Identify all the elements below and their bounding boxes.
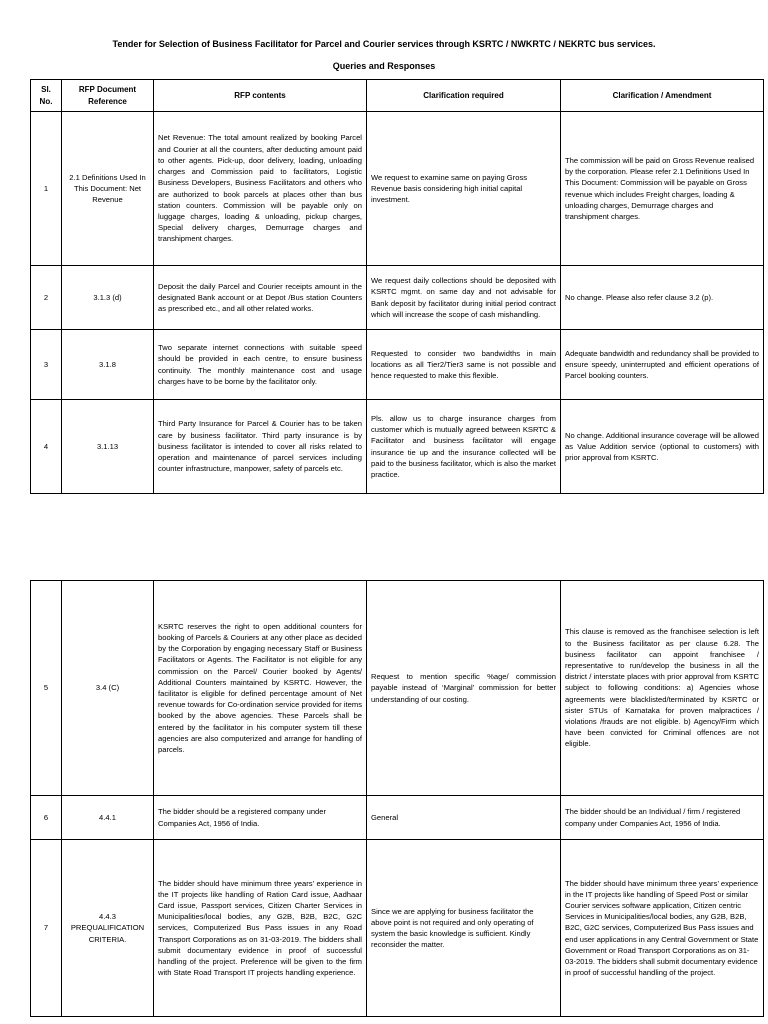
table-row bbox=[31, 581, 764, 796]
row-clarification-amendment: Adequate bandwidth and redundancy shall be provided to ensure speedy, uninterrupted and efficient operations of Parcel booking counters. bbox=[561, 330, 764, 400]
column-header-rfp-contents: RFP contents bbox=[154, 80, 367, 112]
row-clarification-required: We request to examine same on paying Gross Revenue basis considering high initial capital investment. bbox=[367, 112, 561, 266]
row-rfp-contents: Two separate internet connections with suitable speed should be provided in each centre, to ensure business continuity. The monthly maintenance cost and usage charges have to be borne by the facilitator only. bbox=[154, 330, 367, 400]
table-row bbox=[31, 330, 764, 400]
row-clarification-required: Pls. allow us to charge insurance charges from customer which is mutually agreed between KSRTC & Facilitator and business facilitator will engage insurance tie up and the insurance collected will be paid to the business facilitator, which is also the market practice. bbox=[367, 400, 561, 494]
row-sl-no: 4 bbox=[31, 400, 62, 494]
queries-table-part-2 bbox=[30, 580, 764, 1017]
row-rfp-reference: 4.4.3 PREQUALIFICATION CRITERIA. bbox=[62, 840, 154, 1017]
row-rfp-contents: The bidder should be a registered company under Companies Act, 1956 of India. bbox=[154, 796, 367, 840]
table-row bbox=[31, 796, 764, 840]
row-clarification-amendment: The bidder should be an Individual / firm / registered company under Companies Act, 1956 of India. bbox=[561, 796, 764, 840]
row-sl-no: 1 bbox=[31, 112, 62, 266]
row-clarification-amendment: No change. Please also refer clause 3.2 (p). bbox=[561, 266, 764, 330]
row-clarification-required: Request to mention specific %age/ commission payable instead of ‘Marginal’ commission for better understanding of our costing. bbox=[367, 581, 561, 796]
row-sl-no: 2 bbox=[31, 266, 62, 330]
row-rfp-contents: Deposit the daily Parcel and Courier receipts amount in the designated Bank account or at Depot /Bus station Counters as prescribed etc., and all other related works. bbox=[154, 266, 367, 330]
queries-table-part-1 bbox=[30, 79, 764, 494]
row-rfp-contents: The bidder should have minimum three years’ experience in the IT projects like handling of Ration Card issue, Aadhaar Card issue, Passport services, Citizen Charter Services in Municipalities/local bodies, any G2B, B2B, B2C, G2C services, Computerized Bus Pass issues in any Road Transport Corporations as on 31-03-2019. The bidders shall submit documentary evidence in proof of successful handling of the project. Preference will be given to the firm with State Road Transport IT projects handling experience. bbox=[154, 840, 367, 1017]
row-sl-no: 3 bbox=[31, 330, 62, 400]
page-title: Tender for Selection of Business Facilitator for Parcel and Courier services through KSRTC / NWKRTC / NEKRTC bus services. bbox=[112, 39, 656, 49]
row-clarification-amendment: This clause is removed as the franchisee selection is left to the Business facilitator as per clause 6.28. The business facilitator can appoint franchisee / representative to run/develop the business in all the district / interstate places with prior approval from KSRTC subject to following conditions: a) Agencies whose agreements were blacklisted/terminated by KSRTC or sister STUs of Karnataka for proven malpractices / violations /frauds are not eligible. b) Agency/Firm which have been convicted for Criminal offences are not eligible. bbox=[561, 581, 764, 796]
row-clarification-required: General bbox=[367, 796, 561, 840]
row-rfp-reference: 4.4.1 bbox=[62, 796, 154, 840]
row-rfp-contents: Third Party Insurance for Parcel & Courier has to be taken care by business facilitator. Third party insurance is by business facilitator is intended to cover all risks related to operation and maintenance of parcel services including counter infrastructure, manpower, safety of parcels etc. bbox=[154, 400, 367, 494]
row-rfp-reference: 3.4 (C) bbox=[62, 581, 154, 796]
row-rfp-reference: 3.1.13 bbox=[62, 400, 154, 494]
column-header-sl-no: Sl. No. bbox=[31, 80, 62, 112]
column-header-rfp-reference: RFP Document Reference bbox=[62, 80, 154, 112]
row-clarification-amendment: No change. Additional insurance coverage will be allowed as Value Addition service (optional to customers) with prior approval from KSRTC. bbox=[561, 400, 764, 494]
row-clarification-required: Requested to consider two bandwidths in main locations as all Tier2/Tier3 same is not possible and hence requested to make this flexible. bbox=[367, 330, 561, 400]
table-row bbox=[31, 400, 764, 494]
row-sl-no: 5 bbox=[31, 581, 62, 796]
row-clarification-amendment: The commission will be paid on Gross Revenue realised by the corporation. Please refer 2.1 Definitions Used In This Document: Commission will be payable on Gross revenue which includes Freight charges, loading & unloading charges, Demurrage charges and transhipment charges. bbox=[561, 112, 764, 266]
page-subtitle: Queries and Responses bbox=[332, 61, 436, 71]
table-row bbox=[31, 840, 764, 1017]
row-rfp-contents: Net Revenue: The total amount realized by booking Parcel and Courier at all the counters, after deducting amount paid to other agents. Pick-up, door delivery, loading, unloading charges and Commission paid to facilitators, Logistic Business Developers, Business Facilitators and others who are authorized to book parcels at places other than bus station counters. Commission will be payable only on luggage charges, loading & unloading, pickup charges, Special delivery charges, Demurrage charges and transhipment charges. bbox=[154, 112, 367, 266]
row-sl-no: 6 bbox=[31, 796, 62, 840]
row-clarification-required: We request daily collections should be deposited with KSRTC mgmt. on same day and not advisable for Bank deposit by facilitator during initial period contract which will increase the scope of cash mishandling. bbox=[367, 266, 561, 330]
row-clarification-required: Since we are applying for business facilitator the above point is not required and only operating of system the basic knowledge is sufficient. Kindly reconsider the matter. bbox=[367, 840, 561, 1017]
row-rfp-contents: KSRTC reserves the right to open additional counters for booking of Parcels & Couriers at any other place as decided by the Corporation by engaging necessary Staff or Business Facilitators or Agents. The Facilitator is not eligible for any commission on the Parcel/ Courier booked by Agents/ Additional Counters maintained by KSRTC. However, the facilitator is eligible for defined percentage amount of Net revenue towards for Co-ordination service provided for items booked by the above agencies. These Parcels shall be entered by the facilitator in his computer system till these agencies are also computerized and arrange for handling of parcels. bbox=[154, 581, 367, 796]
row-rfp-reference: 2.1 Definitions Used In This Document: Net Revenue bbox=[62, 112, 154, 266]
row-rfp-reference: 3.1.8 bbox=[62, 330, 154, 400]
table-header-row bbox=[31, 80, 764, 112]
row-clarification-amendment: The bidder should have minimum three years’ experience in the IT projects like handling of Speed Post or similar Courier services software application, Citizen centric Services in Municipalities/local bodies, any G2B, B2B, B2C, G2C services, Computerized Bus Pass issues and end user applications in any Central Government or State Government or Road Transport Corporations as on 31-03-2019. The bidders shall submit documentary evidence in proof of successful handling of the project. bbox=[561, 840, 764, 1017]
column-header-clarification-amendment: Clarification / Amendment bbox=[561, 80, 764, 112]
row-rfp-reference: 3.1.3 (d) bbox=[62, 266, 154, 330]
table-row bbox=[31, 266, 764, 330]
row-sl-no: 7 bbox=[31, 840, 62, 1017]
table-row bbox=[31, 112, 764, 266]
column-header-clarification-required: Clarification required bbox=[367, 80, 561, 112]
